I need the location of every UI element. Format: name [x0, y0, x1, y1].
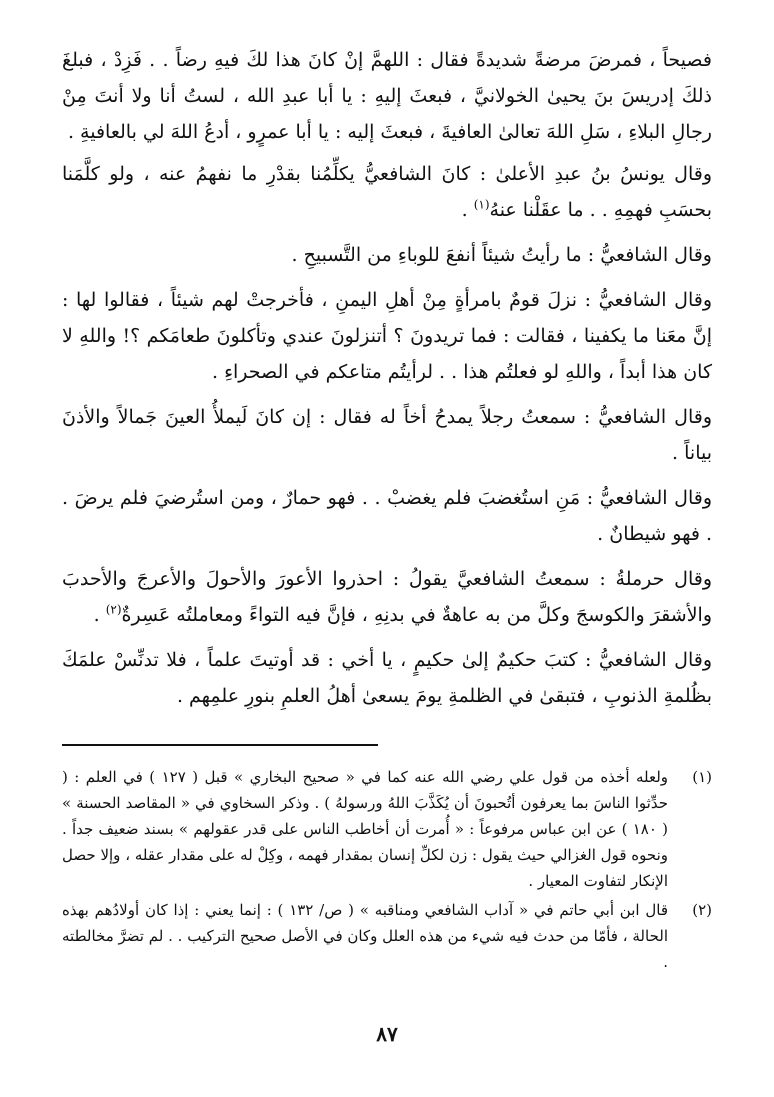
paragraph-8: وقال الشافعيُّ : كتبَ حكيمٌ إلىٰ حكيمٍ ، يا أخي : قد أوتيتَ علماً ، فلا تدنِّسْ علمَكَ بظُلمةِ الذنوبِ ، فتبقىٰ في الظلمةِ يومَ يسعىٰ أهلُ العلمِ بنورِ علمِهم .: [62, 649, 712, 707]
paragraph-1: فصيحاً ، فمرضَ مرضةً شديدةً فقال : اللهمَّ إنْ كانَ هذا لكَ فيهِ رضاً . . فَزِدْ ، فبلغَ ذلكَ إدريسَ بنَ يحيىٰ الخولانيَّ ، فبعثَ إليهِ : يا أبا عبدِ الله ، لستُ أنا ولا أنتَ مِنْ رجالِ البلاءِ ، سَلِ اللهَ تعالىٰ العافيةَ ، فبعثَ إليه : يا أبا عمرٍو ، أدعُ اللهَ لي بالعافيةِ .: [62, 49, 712, 143]
footnote-marker-2: (٢): [105, 602, 122, 617]
paragraph-2-text: وقال يونسُ بنُ عبدِ الأعلىٰ : كانَ الشافعيُّ يكلِّمُنا بقدْرِ ما نفهمُ عنه ، ولو كلَّمَنا بحسَبِ فهمِهِ . . ما عقَلْنا عنهُ: [62, 163, 712, 221]
footnote-separator: [62, 744, 378, 746]
paragraph-5: وقال الشافعيُّ : سمعتُ رجلاً يمدحُ أخاً له فقال : إن كانَ لَيملأُ العينَ جَمالاً والأذنَ بياناً .: [62, 406, 712, 464]
page-number: ٨٧: [376, 1022, 398, 1046]
paragraph-7: وقال حرملةُ : سمعتُ الشافعيَّ يقولُ : احذروا الأعورَ والأحولَ والأعرجَ والأحدبَ والأشقرَ والكوسجَ وكلَّ من به عاهةٌ في بدنِهِ ، فإنَّ فيه التواءً ومعاملتُه عَسِرةٌ$^{(٢)}$ .: [62, 568, 712, 626]
book-page: [62, 42, 712, 978]
footnote-marker-1: (١): [473, 197, 490, 212]
paragraph-3: وقال الشافعيُّ : ما رأيتُ شيئاً أنفعَ للوباءِ من التَّسبيحِ .: [291, 244, 712, 266]
paragraph-7-text: وقال حرملةُ : سمعتُ الشافعيَّ يقولُ : احذروا الأعورَ والأحولَ والأعرجَ والأحدبَ والأشقرَ والكوسجَ وكلَّ من به عاهةٌ في بدنِهِ ، فإنَّ فيه التواءً ومعاملتُه عَسِرةٌ: [62, 568, 712, 626]
main-text: [62, 42, 712, 714]
footnote-1: [62, 764, 712, 894]
footnote-number: (١): [692, 768, 712, 786]
footnote-text: ولعله أخذه من قول علي رضي الله عنه كما في « صحيح البخاري » قبل ( ١٢٧ ) في العلم : ( حدِّثوا الناسَ بما يعرفون أتُحبونَ أن يُكَذَّبَ اللهُ ورسولهُ ) . وذكر السخاوي في « المقاصد الحسنة » ( ١٨٠ ) عن ابن عباس مرفوعاً : « أُمرت أن أخاطب الناس على قدر عقولهم » بسند ضعيف جداً . ونحوه قول الغزالي حيث يقول : زن لكلِّ إنسان بمقدار فهمه ، وكِلْ له على مقدار عقله ، وإلا حصل الإنكار لتفاوت المعيار .: [62, 768, 669, 890]
paragraph-2: وقال يونسُ بنُ عبدِ الأعلىٰ : كانَ الشافعيُّ يكلِّمُنا بقدْرِ ما نفهمُ عنه ، ولو كلَّمَنا بحسَبِ فهمِهِ . . ما عقَلْنا عنهُ$^{(١)}$ .: [62, 163, 712, 221]
footnotes: [62, 764, 712, 975]
footnote-number: (٢): [692, 901, 712, 919]
footnote-text: قال ابن أبي حاتم في « آداب الشافعي ومناقبه » ( ص/ ١٣٢ ) : إنما يعني : إذا كان أولادُهم بهذه الحالة ، فأمّا من حدث فيه شيء من هذه العلل وكان في الأصل صحيح التركيب . . لم تضرَّ مخالطته .: [62, 901, 668, 971]
footnote-2: [62, 897, 712, 975]
paragraph-4: وقال الشافعيُّ : نزلَ قومٌ بامرأةٍ مِنْ أهلِ اليمنِ ، فأخرجتْ لهم شيئاً ، فقالوا لها : إنَّ معَنا ما يكفينا ، فقالت : فما تريدونَ ؟ أتنزلونَ عندي وتأكلونَ طعامَكم ؟! واللهِ لا كان هذا أبداً ، واللهِ لو فعلتُم هذا . . لرأيتُم متاعكم في الصحراءِ .: [62, 289, 712, 383]
paragraph-6: وقال الشافعيُّ : مَنِ استُغضبَ فلم يغضبْ . . فهو حمارٌ ، ومن استُرضيَ فلم يرضَ . . فهو شيطانٌ .: [62, 487, 712, 545]
